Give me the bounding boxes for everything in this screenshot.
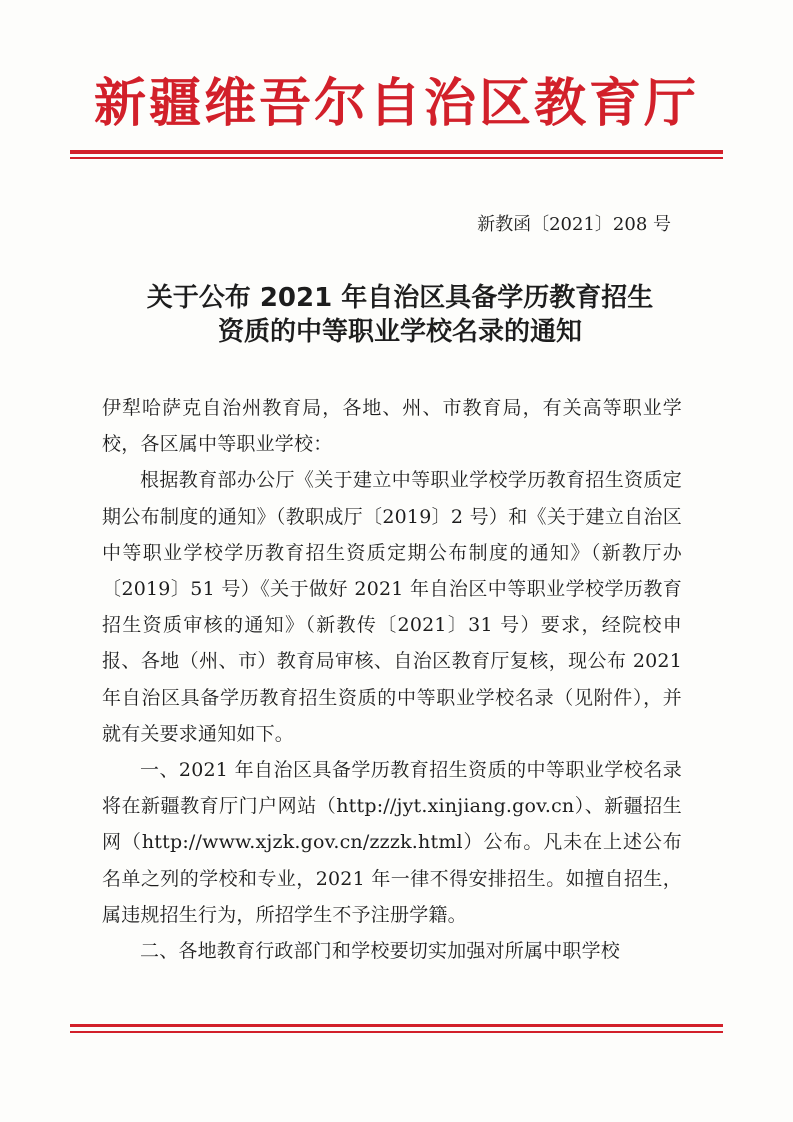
masthead-rule-thin xyxy=(70,157,723,159)
document-body xyxy=(102,390,682,969)
document-number: 新教函〔2021〕208 号 xyxy=(477,214,671,235)
masthead-rule-thick xyxy=(70,150,723,154)
document-title-line-2: 资质的中等职业学校名录的通知 xyxy=(217,317,582,347)
document-title-line-1: 关于公布 2021 年自治区具备学历教育招生 xyxy=(146,283,654,313)
salutation: 伊犁哈萨克自治州教育局，各地、州、市教育局，有关高等职业学校，各区属中等职业学校： xyxy=(102,397,682,456)
body-paragraph-3: 二、各地教育行政部门和学校要切实加强对所属中职学校 xyxy=(140,940,621,963)
body-paragraph-1: 根据教育部办公厅《关于建立中等职业学校学历教育招生资质定期公布制度的通知》（教职成厅〔2019〕2 号）和《关于建立自治区中等职业学校学历教育招生资质定期公布制度的通知》（新教厅办〔2019〕51 号）《关于做好 2021 年自治区中等职业学校学历教育招生资质审核的通知》（新教传〔2021〕31 号）要求，经院校申报、各地（州、市）教育局审核、自治区教育厅复核，现公布 2021 年自治区具备学历教育招生资质的中等职业学校名录（见附件），并就有关要求通知如下。 xyxy=(102,469,682,745)
footer-rule-thick xyxy=(70,1024,723,1027)
body-paragraph-2: 一、2021 年自治区具备学历教育招生资质的中等职业学校名录将在新疆教育厅门户网站（http://jyt.xinjiang.gov.cn）、新疆招生网（http://www.xjzk.gov.cn/zzzk.html）公布。凡未在上述公布名单之列的学校和专业，2021 年一律不得安排招生。如擅自招生，属违规招生行为，所招学生不予注册学籍。 xyxy=(102,759,682,926)
issuer-masthead: 新疆维吾尔自治区教育厅 xyxy=(93,73,699,134)
footer-rule-thin xyxy=(70,1031,723,1033)
